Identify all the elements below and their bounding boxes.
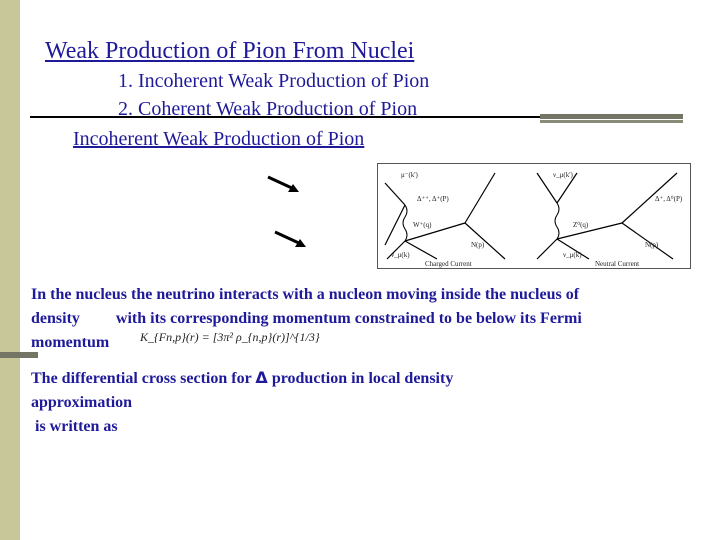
body-line-2b: with its corresponding momentum constrained to be below its Fermi: [115, 310, 582, 327]
nc-neutrino-label: ν_μ(k): [563, 251, 582, 259]
body-line-3: momentum: [31, 334, 110, 351]
arrow-icon: [266, 173, 302, 197]
outline-item-1: 1. Incoherent Weak Production of Pion: [118, 70, 430, 92]
outline-item-2: 2. Coherent Weak Production of Pion: [118, 98, 418, 120]
body-line-2a: density: [31, 310, 80, 327]
cc-neutrino-label: ν_μ(k): [391, 251, 410, 259]
cc-meson-label: Δ⁺⁺, Δ⁺(P): [417, 195, 449, 203]
body2-line-2: approximation: [31, 394, 133, 411]
arrow-icon: [273, 228, 309, 252]
body2-line-1a: The differential cross section for: [31, 370, 252, 387]
nc-nucleon-label: N(p): [645, 241, 659, 249]
cc-top-label: μ⁻(k'): [401, 171, 418, 179]
fermi-momentum-formula: K_{Fn,p}(r) = [3π² ρ_{n,p}(r)]^{1/3}: [140, 330, 320, 344]
cc-boson-label: W⁺(q): [413, 221, 432, 229]
slide-title: Weak Production of Pion From Nuclei: [45, 38, 415, 64]
sidebar-stripe: [0, 0, 20, 540]
nc-top-label: ν_μ(k'): [553, 171, 573, 179]
section-subtitle: Incoherent Weak Production of Pion: [73, 128, 365, 150]
charged-current-label: Charged Current: [425, 260, 472, 268]
cc-nucleon-label: N(p): [471, 241, 485, 249]
body-line-1: In the nucleus the neutrino interacts with a nucleon moving inside the nucleus of: [31, 286, 580, 303]
body2-line-1b: production in local density: [271, 370, 454, 387]
body2-line-1: [31, 366, 453, 391]
body-paragraph-2: [31, 366, 453, 439]
divider-accent-lower: [540, 120, 683, 123]
nc-meson-label: Δ⁺, Δ⁰(P): [655, 195, 683, 203]
body2-line-3: is written as: [31, 418, 118, 435]
body-paragraph: [31, 283, 720, 355]
neutral-current-label: Neutral Current: [595, 260, 640, 268]
body-line-2: [31, 307, 720, 331]
delta-symbol: Δ: [255, 368, 268, 387]
divider-accent: [540, 114, 683, 119]
feynman-diagrams: [377, 163, 691, 269]
nc-boson-label: Z⁰(q): [573, 221, 589, 229]
outline-list: [118, 70, 429, 126]
